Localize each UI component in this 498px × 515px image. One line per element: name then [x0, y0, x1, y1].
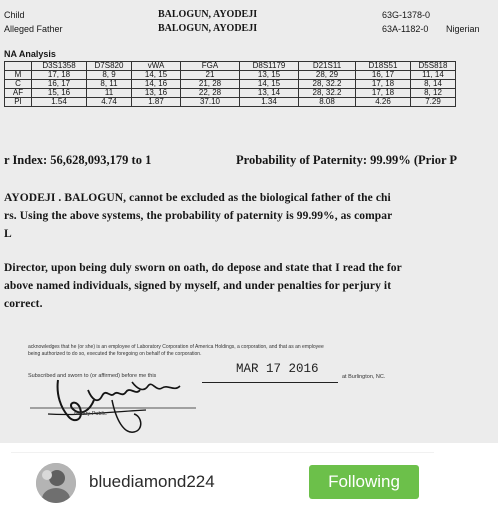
table-cell: 11	[87, 89, 132, 98]
alleged-father-name: BALOGUN, AYODEJI	[158, 23, 258, 34]
dna-analysis-table	[4, 61, 456, 107]
dna-analysis-label: NA Analysis	[4, 49, 56, 59]
table-cell: 28, 32.2	[299, 89, 356, 98]
table-cell: 14, 15	[240, 80, 299, 89]
table-cell: 11, 14	[411, 71, 456, 80]
table-row	[5, 98, 456, 107]
avatar[interactable]	[36, 463, 76, 503]
child-name: BALOGUN, AYODEJI	[158, 9, 258, 20]
table-cell: 17, 18	[356, 80, 411, 89]
table-cell: C	[5, 80, 32, 89]
table-cell: 28, 29	[299, 71, 356, 80]
table-cell: 37.10	[181, 98, 240, 107]
column-header: D3S1358	[32, 62, 87, 71]
table-cell: 16, 17	[32, 80, 87, 89]
child-case-number: 63G-1378-0	[382, 10, 431, 20]
column-header: D18S51	[356, 62, 411, 71]
table-cell: PI	[5, 98, 32, 107]
table-cell: 4.74	[87, 98, 132, 107]
column-header: D8S1179	[240, 62, 299, 71]
table-cell: 16, 17	[356, 71, 411, 80]
acknowledgement-line-2: being authorized to do so, executed the foregoing on behalf of the corporation.	[28, 351, 202, 357]
column-header: FGA	[181, 62, 240, 71]
table-cell: 8, 11	[87, 80, 132, 89]
column-header: D21S11	[299, 62, 356, 71]
notarized-date: MAR 17 2016	[236, 362, 319, 376]
signature-image	[28, 370, 198, 440]
affidavit-line-2: above named individuals, signed by myself, and under penalties for perjury it	[4, 280, 392, 292]
probability-of-paternity-line: Probability of Paternity: 99.99% (Prior P	[236, 153, 458, 167]
profile-bar	[11, 452, 434, 499]
username[interactable]: bluediamond224	[89, 472, 215, 491]
table-cell: 17, 18	[32, 71, 87, 80]
acknowledgement-line-1: acknowledges that he (or she) is an employee of Laboratory Corporation of America Holdings, a corporation, and that as an employee	[28, 344, 324, 350]
table-cell: 8.08	[299, 98, 356, 107]
table-cell: 13, 14	[240, 89, 299, 98]
affidavit-line-1: Director, upon being duly sworn on oath, do depose and state that I read the for	[4, 262, 402, 274]
avatar-photo-icon	[36, 463, 76, 503]
table-cell: 4.26	[356, 98, 411, 107]
table-cell: 1.34	[240, 98, 299, 107]
notary-public-label: Notary Public	[74, 411, 107, 417]
table-cell: 21	[181, 71, 240, 80]
table-cell: 8, 14	[411, 80, 456, 89]
table-cell: 8, 12	[411, 89, 456, 98]
paternity-index-line: r Index: 56,628,093,179 to 1	[4, 153, 152, 167]
table-cell: 15, 16	[32, 89, 87, 98]
conclusion-line-1: AYODEJI . BALOGUN, cannot be excluded as the biological father of the chi	[4, 192, 391, 204]
father-race: Nigerian	[446, 24, 480, 34]
table-cell: 7.29	[411, 98, 456, 107]
table-cell: 14, 16	[132, 80, 181, 89]
column-header: D5S818	[411, 62, 456, 71]
table-cell: 8, 9	[87, 71, 132, 80]
table-cell: 21, 28	[181, 80, 240, 89]
table-cell: 14, 15	[132, 71, 181, 80]
table-cell: 1.54	[32, 98, 87, 107]
notary-location: at Burlington, NC.	[342, 374, 386, 380]
column-header: D7S820	[87, 62, 132, 71]
conclusion-line-3: L	[4, 228, 12, 240]
following-button[interactable]: Following	[309, 465, 419, 499]
subscribed-text: Subscribed and sworn to (or affirmed) before me this	[28, 373, 157, 379]
column-header: vWA	[132, 62, 181, 71]
table-cell: 1.87	[132, 98, 181, 107]
father-case-number: 63A-1182-0	[382, 24, 429, 34]
table-cell: 17, 18	[356, 89, 411, 98]
table-cell: 22, 28	[181, 89, 240, 98]
conclusion-line-2: rs. Using the above systems, the probability of paternity is 99.99%, as compar	[4, 210, 393, 222]
alleged-father-label: Alleged Father	[4, 24, 63, 34]
table-cell: M	[5, 71, 32, 80]
affidavit-line-3: correct.	[4, 298, 43, 310]
table-cell: 13, 15	[240, 71, 299, 80]
child-label: Child	[4, 10, 25, 20]
table-cell: AF	[5, 89, 32, 98]
profile-footer	[0, 443, 498, 515]
table-cell: 28, 32.2	[299, 80, 356, 89]
table-cell: 13, 16	[132, 89, 181, 98]
